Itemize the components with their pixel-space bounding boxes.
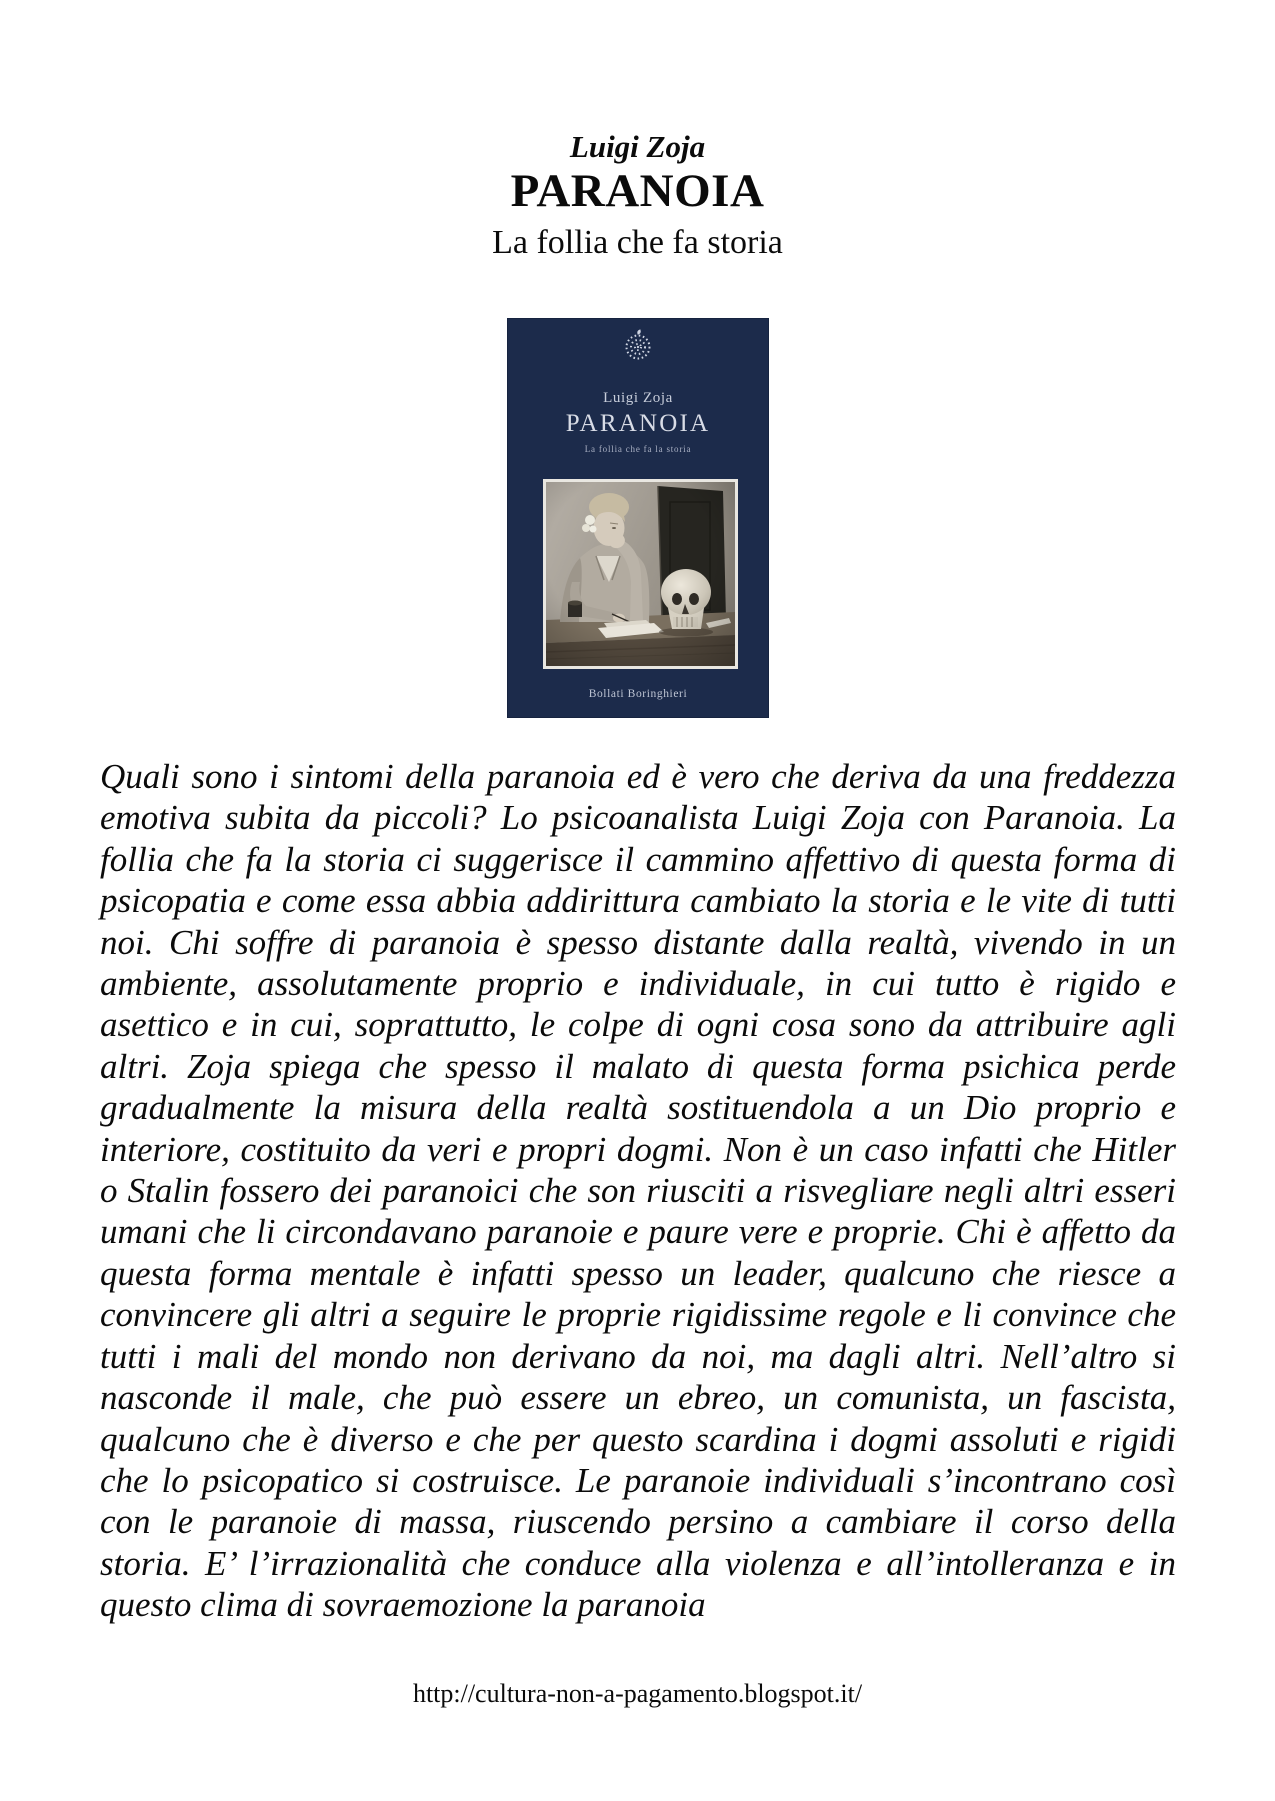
footer-url: http://cultura-non-a-pagamento.blogspot.it/ (412, 1679, 863, 1708)
cover-photo (543, 479, 738, 669)
page-author: Luigi Zoja (569, 129, 706, 164)
page-subtitle: La follia che fa storia (492, 224, 783, 261)
cover-subtitle: La follia che fa la storia (584, 444, 692, 454)
cover-publisher: Bollati Boringhieri (588, 688, 688, 700)
cover-author: Luigi Zoja (603, 390, 673, 406)
cover-title: PARANOIA (565, 410, 711, 437)
book-cover (507, 318, 769, 718)
publisher-sphere-logo-icon (622, 329, 654, 368)
review-paragraph: Quali sono i sintomi della paranoia ed è vero che deriva da una freddezza emotiva subita da piccoli? Lo psicoanalista Luigi Zoja con Paranoia. La follia che fa la storia ci suggerisce il cammino affettivo di questa forma di psicopatia e come essa abbia addirittura cambiato la storia e le vite di tutti noi. Chi soffre di paranoia è spesso distante dalla realtà, vivendo in un ambiente, assolutamente proprio e individuale, in cui tutto è rigido e asettico e in cui, soprattutto, le colpe di ogni cosa sono da attribuire agli altri. Zoja spiega che spesso il malato di questa forma psichica perde gradualmente la misura della realtà sostituendola a un Dio proprio e interiore, costituito da veri e propri dogmi. Non è un caso infatti che Hitler o Stalin fossero dei paranoici che son riusciti a risvegliare negli altri esseri umani che li circondavano paranoie e paure vere e proprie. Chi è affetto da questa forma mentale è infatti spesso un leader, qualcuno che riesce a convincere gli altri a seguire le proprie rigidissime regole e li convince che tutti i mali del mondo non derivano da noi, ma dagli altri. Nell’altro si nasconde il male, che può essere un ebreo, un comunista, un fascista, qualcuno che è diverso e che per questo scardina i dogmi assoluti e rigidi che lo psicopatico si costruisce. Le paranoie individuali s’incontrano così con le paranoie di massa, riuscendo persino a cambiare il corso della storia. E’ l’irrazionalità che conduce alla violenza e all’intolleranza e in questo clima di sovraemozione la paranoia (100, 757, 1176, 1625)
page-title: PARANOIA (510, 165, 765, 217)
